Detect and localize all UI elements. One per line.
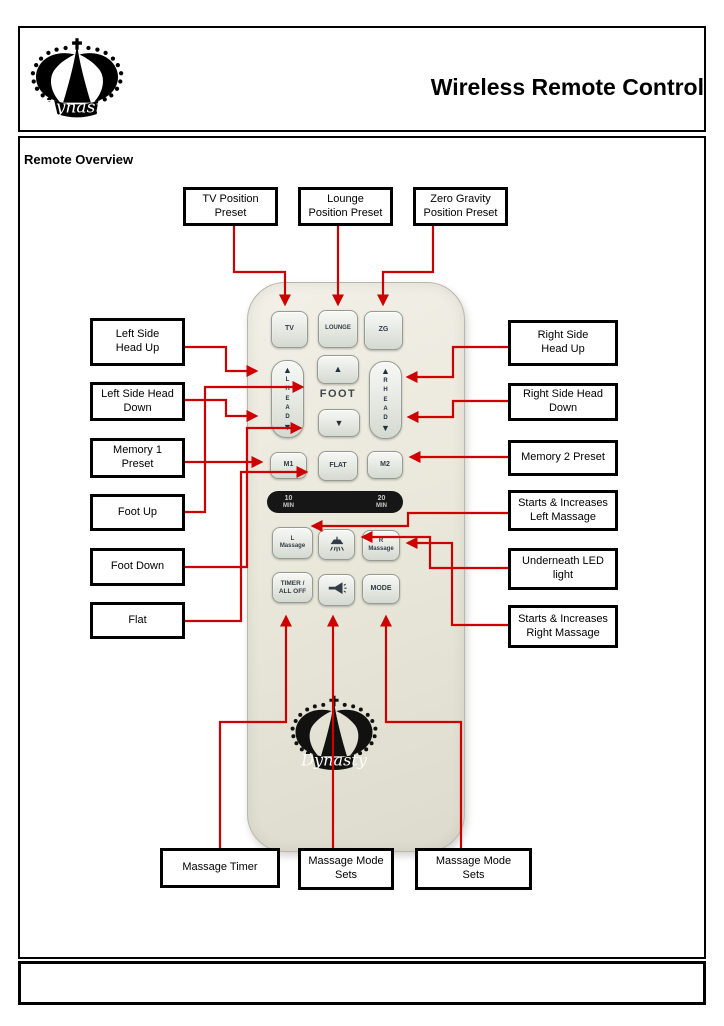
callout-right-massage: Starts & Increases Right Massage (508, 605, 618, 648)
callout-right-head-down: Right Side Head Down (508, 383, 618, 421)
r-massage-button (362, 530, 400, 561)
callout-memory1: Memory 1 Preset (90, 438, 185, 478)
foot-down-button (318, 409, 360, 437)
callout-led-light: Underneath LED light (508, 548, 618, 590)
display-20-value: 20 (377, 495, 386, 503)
right-head-rocker (369, 361, 402, 439)
l-massage-label-line2: Massage (279, 543, 306, 549)
tv-button (271, 311, 308, 348)
foot-label: FOOT (319, 388, 357, 400)
callout-foot-up: Foot Up (90, 494, 185, 531)
mode-button (362, 574, 400, 604)
callout-memory2: Memory 2 Preset (508, 440, 618, 476)
footer-box (18, 961, 706, 1005)
display-20-unit: MIN (376, 502, 387, 509)
timer-all-off-button (272, 572, 313, 603)
megaphone-icon (326, 579, 348, 601)
callout-foot-down: Foot Down (90, 548, 185, 586)
l-massage-label-line1: L (290, 535, 295, 542)
rocker-letter: E (383, 396, 388, 403)
down-arrow-icon: ▼ (381, 422, 390, 433)
callout-left-head-up: Left Side Head Up (90, 318, 185, 366)
rocker-letter: D (285, 413, 290, 420)
m2-button (367, 451, 403, 479)
section-heading: Remote Overview (24, 152, 134, 167)
display-10-value: 10 (284, 495, 293, 503)
rocker-letter: A (383, 405, 388, 412)
timer-label-line2: ALL OFF (278, 587, 307, 595)
r-massage-label-line2: Massage (368, 545, 394, 552)
flat-button-label: FLAT (329, 461, 347, 469)
l-massage-button (272, 527, 313, 559)
callout-left-massage: Starts & Increases Left Massage (508, 490, 618, 531)
left-head-rocker (271, 360, 304, 438)
callout-right-head-up: Right Side Head Up (508, 320, 618, 366)
rocker-letter: R (383, 378, 388, 385)
rocker-letter: E (285, 395, 290, 402)
m1-button-label: M1 (283, 461, 294, 469)
tv-button-label: TV (285, 325, 294, 333)
flat-button (318, 451, 358, 481)
dynasty-crown-logo (28, 36, 126, 122)
rocker-letter: H (383, 387, 388, 394)
display-10min (283, 495, 294, 509)
remote-control-image (247, 282, 465, 852)
zg-button (364, 311, 403, 350)
display-10-unit: MIN (283, 502, 294, 509)
foot-up-button (317, 355, 359, 384)
r-massage-label-line1: R (378, 538, 384, 545)
timer-display (267, 491, 403, 513)
display-20min (376, 495, 387, 509)
lounge-button (318, 310, 358, 348)
callout-zg-preset: Zero Gravity Position Preset (413, 187, 508, 226)
down-arrow-icon: ▼ (283, 421, 292, 432)
callout-mode-sets-right: Massage Mode Sets (415, 848, 532, 890)
led-lamp-icon (326, 534, 348, 556)
page-title: Wireless Remote Control (430, 74, 704, 100)
zg-button-label: ZG (378, 326, 389, 334)
up-arrow-icon: ▲ (333, 364, 343, 374)
callout-left-head-down: Left Side Head Down (90, 382, 185, 421)
callout-tv-preset: TV Position Preset (183, 187, 278, 226)
lounge-button-label: LOUNGE (325, 325, 351, 332)
up-arrow-icon: ▲ (381, 366, 390, 376)
rocker-letter: H (285, 386, 290, 393)
m2-button-label: M2 (380, 460, 390, 468)
massage-mode-speaker-button (318, 574, 355, 606)
rocker-letter: A (285, 404, 290, 411)
mode-button-label: MODE (370, 584, 392, 592)
down-arrow-icon: ▼ (334, 417, 344, 428)
callout-flat: Flat (90, 602, 185, 639)
m1-button (270, 452, 307, 479)
dynasty-crown-on-remote (288, 693, 380, 775)
up-arrow-icon: ▲ (283, 365, 292, 375)
led-light-button (318, 529, 355, 560)
callout-mode-sets-center: Massage Mode Sets (298, 848, 394, 890)
timer-label-line1: TIMER / (280, 579, 305, 587)
rocker-letter: L (285, 377, 290, 384)
callout-lounge-preset: Lounge Position Preset (298, 187, 393, 226)
rocker-letter: D (383, 414, 388, 421)
callout-massage-timer: Massage Timer (160, 848, 280, 888)
